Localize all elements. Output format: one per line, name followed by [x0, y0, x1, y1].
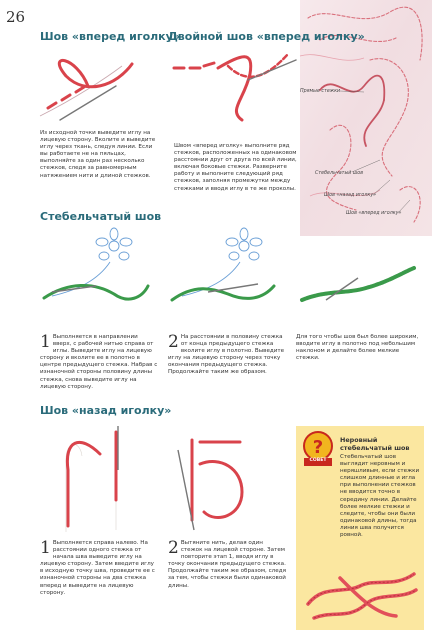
illustration-double-running: [168, 46, 300, 126]
label-stem: Стебельчатый шов: [315, 171, 364, 176]
red-thread: [59, 60, 132, 86]
label-running: Шов «вперед иголку»: [346, 211, 402, 216]
red-thread: [67, 442, 100, 526]
label-running-stitches: Прямые стежки: [300, 89, 341, 94]
stem-step3: Для того чтобы шов был более широким, вводите иглу в полотно под небольшим наклоном и делайте более мелкие стежки.: [296, 334, 419, 362]
illustration-running-stitch: [36, 46, 166, 126]
svg-text:?: ?: [312, 437, 324, 458]
title-backstitch: Шов «назад иголку»: [40, 404, 172, 417]
needle-icon: [248, 60, 296, 80]
title-stem-stitch: Стебельчатый шов: [40, 210, 162, 223]
title-running-stitch: Шов «вперед иголку»: [40, 30, 180, 43]
step-number: 2: [168, 332, 179, 352]
stem-step2-illustration: [172, 228, 274, 300]
step-number: 1: [40, 538, 51, 558]
tip-text: Стебельчатый шов выглядит неровным и неряшливым, если стежки слишком длинные и игла при выполнении стежков не вводится точно в середину линии. Делайте более мелкие стежки и следите, чтобы они были одинаковой длины, тогда линия шва получится ровной.: [340, 454, 420, 539]
step-number: 1: [40, 332, 51, 352]
needle-icon: [208, 284, 258, 292]
text-double-running: Швом «вперед иголку» выполните ряд стежков, расположенных на одинаковом расстоянии друг от друга по всей линии, включая боковые стежки. Разверните работу и выполните следующий ряд стежков, заполняя промежутки между стежками и вводя иглу в те же проколы.: [174, 143, 297, 192]
backstitch-step2-illustration: [178, 440, 242, 530]
title-double-running: Двойной шов «вперед иголку»: [168, 30, 365, 43]
backstitch-step2: 2 Вытяните нить, делая один стежок на лицевой стороне. Затем повторите этап 1, вводя иглу в точку окончания предыдущего стежка. Продолжайте таким же образом, следя за тем, чтобы стежки были одинаковой длины.: [168, 538, 286, 589]
illustration-stem-stitch: [38, 228, 418, 318]
step-number: 2: [168, 538, 179, 558]
illustration-backstitch: [40, 420, 290, 540]
backstitch-step1-illustration: [66, 426, 118, 532]
tip-title: Неровный стебельчатый шов: [340, 436, 410, 452]
tip-badge-label: СОВЕТ: [309, 458, 327, 463]
red-thread: [218, 57, 251, 120]
needle-icon: [60, 86, 116, 120]
backstitch-step1: 1 Выполняется справа налево. На расстоянии одного стежка от начала шва выведите иглу на лицевую сторону. Затем введите иглу в исходную точку шва, проведите ее с изнаночной стороны на два стежка вперед и выведите на лицевую сторону.: [40, 538, 155, 596]
stem-step1-illustration: [44, 228, 148, 299]
label-backstitch: Шов «назад иголку»: [324, 193, 377, 198]
green-thread: [44, 285, 148, 299]
stem-step3-illustration: [302, 268, 414, 300]
page-number: 26: [6, 8, 26, 26]
stem-step1: 1 Выполняется в направлении вверх, с рабочей нитью справа от иглы. Выведите иглу на лицевую сторону и вколите ее в полотно в центре предыдущего стежка. Набрав с изнаночной стороны половину длины стежка, снова выведите иглу на лицевую сторону.: [40, 332, 158, 390]
guide-line: [66, 440, 116, 532]
red-stitches: [48, 87, 84, 108]
tangled-thread-photo: [304, 564, 420, 624]
tip-box: [296, 426, 424, 630]
stem-step2: 2 На расстоянии в половину стежка от конца предыдущего стежка вколите иглу в полотно. Выведите иглу на лицевую сторону через точку окончания предыдущего стежка. Продолжайте таким же образом.: [168, 332, 285, 376]
text-running-stitch: Из исходной точки выведите иглу на лицевую сторону. Вколите и выведите иглу через ткань, следуя линии. Если вы работаете не на пяльцах, выполняйте за один раз несколько стежков, следя за равномерным натяжением нити и длиной стежков.: [40, 130, 156, 179]
red-stitches: [174, 63, 214, 68]
